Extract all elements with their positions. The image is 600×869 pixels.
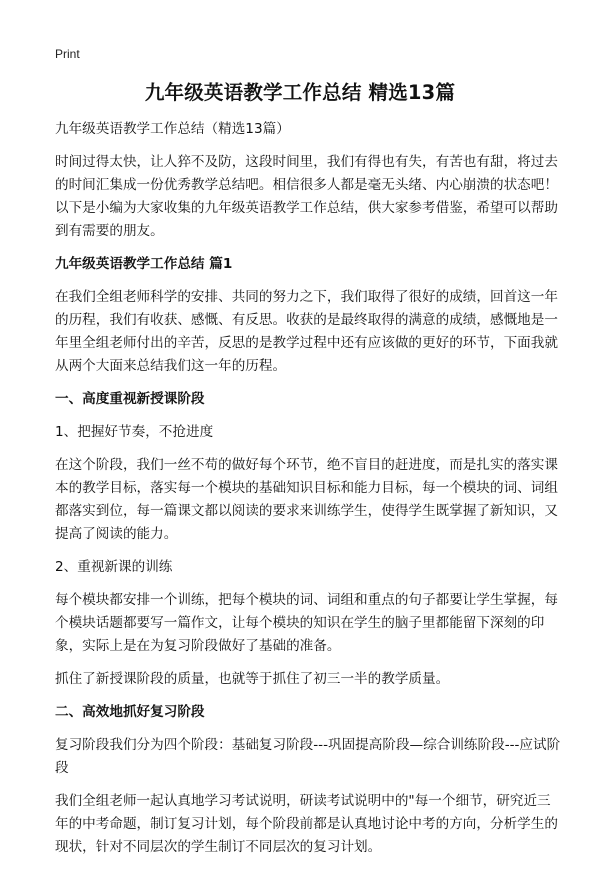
paragraph-3: 抓住了新授课阶段的质量，也就等于抓住了初三一半的教学质量。 [55, 671, 450, 687]
document-subtitle: 九年级英语教学工作总结（精选13篇） [55, 121, 290, 137]
section-title: 九年级英语教学工作总结 篇1 [55, 256, 233, 272]
paragraph-1: 在这个阶段，我们一丝不苟的做好每个环节，绝不盲目的赶进度，而是扎实的落实课本的教学目标，落实每一个模块的基础知识目标和能力目标，每一个模块的词、词组都落实到位，每一篇课文都以阅读的要求来训练学生，使得学生既掌握了新知识，又提高了阅读的能力。 [55, 457, 558, 542]
paragraph-5: 我们全组老师一起认真地学习考试说明，研读考试说明中的"每一个细节，研究近三年的中考命题，制订复习计划，每个阶段前都是认真地讨论中考的方向，分析学生的现状，针对不同层次的学生制订不同层次的复习计划。 [55, 793, 558, 855]
subheading-2: 2、重视新课的训练 [55, 559, 173, 575]
heading-2: 二、高效地抓好复习阶段 [55, 704, 205, 720]
heading-1: 一、高度重视新授课阶段 [55, 391, 205, 407]
subheading-1: 1、把握好节奏，不抢进度 [55, 424, 214, 440]
print-link[interactable]: Print [55, 47, 80, 61]
document-body [55, 118, 563, 869]
section-paragraph: 在我们全组老师科学的安排、共同的努力之下，我们取得了很好的成绩，回首这一年的历程，我们有收获、感慨、有反思。收获的是最终取得的满意的成绩，感慨地是一年里全组老师付出的辛苦，反思的是教学过程中还有应该做的更好的环节，下面我就从两个大面来总结我们这一年的历程。 [55, 289, 558, 374]
intro-paragraph: 时间过得太快，让人猝不及防，这段时间里，我们有得也有失，有苦也有甜，将过去的时间汇集成一份优秀教学总结吧。相信很多人都是毫无头绪、内心崩溃的状态吧！以下是小编为大家收集的九年级英语教学工作总结，供大家参考借鉴，希望可以帮助到有需要的朋友。 [55, 154, 558, 239]
paragraph-2: 每个模块都安排一个训练，把每个模块的词、词组和重点的句子都要让学生掌握，每个模块话题都要写一篇作文，让每个模块的知识在学生的脑子里都能留下深刻的印象，实际上是在为复习阶段做好了基础的准备。 [55, 592, 558, 654]
document-title: 九年级英语教学工作总结 精选13篇 [144, 81, 456, 104]
paragraph-4: 复习阶段我们分为四个阶段：基础复习阶段---巩固提高阶段—综合训练阶段---应试阶段 [55, 737, 561, 776]
